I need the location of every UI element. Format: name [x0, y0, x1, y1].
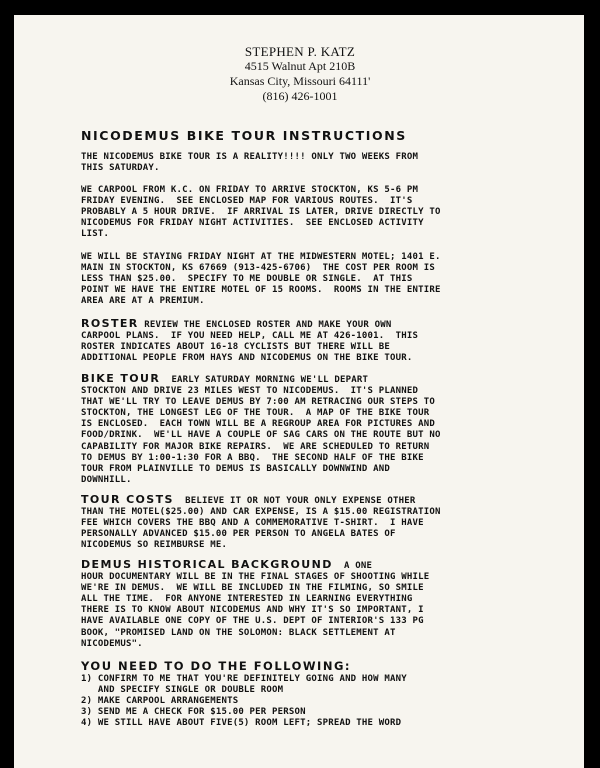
roster-heading: ROSTER: [81, 317, 139, 330]
bike-tour-section: [81, 373, 521, 486]
sender-name: STEPHEN P. KATZ: [244, 44, 356, 59]
tour-costs-text: BELIEVE IT OR NOT YOUR ONLY EXPENSE OTHER THAN THE MOTEL($25.00) AND CAR EXPENSE, IS A $15.00 REGISTRATION FEE WHICH COVERS THE BBQ AND A COMMEMORATIVE T-SHIRT. I HAVE PERSONALLY ADVANCED $15.00 PER PERSON TO ANGELA BATES OF NICODEMUS SO REIMBURSE ME.: [81, 496, 441, 551]
tour-costs-heading: TOUR COSTS: [81, 493, 174, 506]
sender-city: Kansas City, Missouri 64111': [229, 74, 371, 88]
history-text: A ONE HOUR DOCUMENTARY WILL BE IN THE FINAL STAGES OF SHOOTING WHILE WE'RE IN DEMUS. WE WILL BE INCLUDED IN THE FILMING, SO SMILE ALL THE TIME. FOR ANYONE INTERESTED IN LEARNING EVERYTHING THERE IS TO KNOW ABOUT NICODEMUS AND WHY IT'S SO IMPORTANT, I HAVE AVAILABLE ONE COPY OF THE U.S. DEPT OF INTERIOR'S 133 PG BOOK, "PROMISED LAND ON THE SOLOMON: BLACK SETTLEMENT AT NICODEMUS".: [81, 561, 430, 649]
motel-paragraph: WE WILL BE STAYING FRIDAY NIGHT AT THE MIDWESTERN MOTEL; 1401 E. MAIN IN STOCKTON, KS 67669 (913-425-6706) THE COST PER ROOM IS LESS THAN $25.00. SPECIFY TO ME DOUBLE OR SINGLE. AT THIS POINT WE HAVE THE ENTIRE MOTEL OF 15 ROOMS. ROOMS IN THE ENTIRE AREA ARE AT A PREMIUM.: [81, 252, 441, 307]
todo-heading: YOU NEED TO DO THE FOLLOWING:: [81, 659, 351, 673]
roster-section: [81, 318, 521, 364]
intro-paragraph: THE NICODEMUS BIKE TOUR IS A REALITY!!!! ONLY TWO WEEKS FROM THIS SATURDAY.: [81, 152, 419, 174]
todo-list: 1) CONFIRM TO ME THAT YOU'RE DEFINITELY GOING AND HOW MANY AND SPECIFY SINGLE OR DOUBLE ROOM 2) MAKE CARPOOL ARRANGEMENTS 3) SEND ME A CHECK FOR $15.00 PER PERSON 4) WE STILL HAVE ABOUT FIVE(5) ROOM LEFT; SPREAD THE WORD: [81, 674, 407, 729]
bike-tour-heading: BIKE TOUR: [81, 372, 161, 385]
history-section: [81, 559, 521, 650]
document-title: NICODEMUS BIKE TOUR INSTRUCTIONS: [81, 128, 407, 143]
sender-street: 4515 Walnut Apt 210B: [244, 59, 356, 73]
carpool-paragraph: WE CARPOOL FROM K.C. ON FRIDAY TO ARRIVE STOCKTON, KS 5-6 PM FRIDAY EVENING. SEE ENCLOSED MAP FOR VARIOUS ROUTES. IT'S PROBABLY A 5 HOUR DRIVE. IF ARRIVAL IS LATER, DRIVE DIRECTLY TO NICODEMUS FOR FRIDAY NIGHT ACTIVITIES. SEE ENCLOSED ACTIVITY LIST.: [81, 185, 441, 240]
history-heading: DEMUS HISTORICAL BACKGROUND: [81, 558, 333, 571]
roster-text: REVIEW THE ENCLOSED ROSTER AND MAKE YOUR OWN CARPOOL PLANS. IF YOU NEED HELP, CALL ME AT 426-1001. THIS ROSTER INDICATES ABOUT 16-18 CYCLISTS BUT THERE WILL BE ADDITIONAL PEOPLE FROM HAYS AND NICODEMUS ON THE BIKE TOUR.: [81, 320, 419, 364]
letterhead: [0, 44, 600, 104]
tour-costs-section: [81, 494, 521, 551]
sender-phone: (816) 426-1001: [262, 89, 338, 103]
bike-tour-text: EARLY SATURDAY MORNING WE'LL DEPART STOCKTON AND DRIVE 23 MILES WEST TO NICODEMUS. IT'S PLANNED THAT WE'LL TRY TO LEAVE DEMUS BY 7:00 AM RETRACING OUR STEPS TO STOCKTON, THE LONGEST LEG OF THE TOUR. A MAP OF THE BIKE TOUR IS ENCLOSED. EACH TOWN WILL BE A REGROUP AREA FOR PICTURES AND FOOD/DRINK. WE'LL HAVE A COUPLE OF SAG CARS ON THE ROUTE BUT NO CAPABILITY FOR MAJOR BIKE REPAIRS. WE ARE SCHEDULED TO RETURN TO DEMUS BY 1:00-1:30 FOR A BBQ. THE SECOND HALF OF THE BIKE TOUR FROM PLAINVILLE TO DEMUS IS BASICALLY DOWNWIND AND DOWNHILL.: [81, 375, 441, 485]
